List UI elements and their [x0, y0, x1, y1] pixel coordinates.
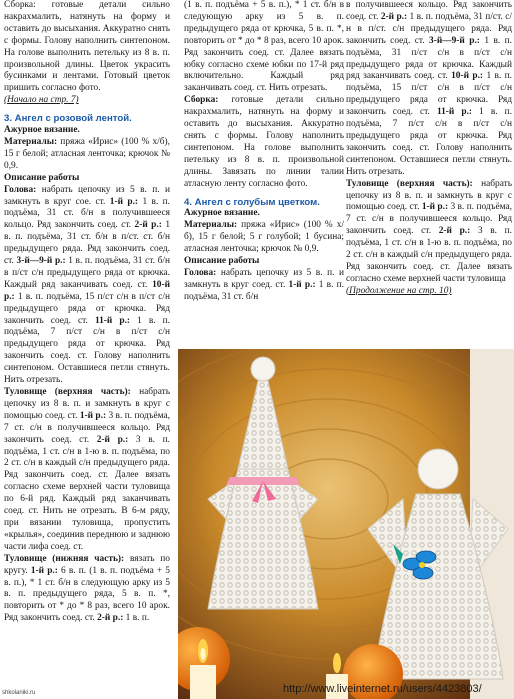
- start-ref[interactable]: (Начало на стр. 7): [4, 95, 79, 106]
- skirt-paragraph: (1 в. п. подъёма + 5 в. п.), * 1 ст. б/н в следующую арку из 5 в. п. предыдущего ряда от крючка, 5 в. п. *, повторить от * до * 8 раз, всего 10 арок. Ряд закончить соед. ст. Далее вязать юбку согласно схеме юбки по 17-й ряд включительно. Каждый ряд заканчивать соед. ст. Нить отрезать.: [184, 0, 344, 94]
- work-heading-2: Описание работы: [184, 256, 260, 267]
- continued-ref[interactable]: (Продолжение на стр. 10): [346, 285, 452, 296]
- materials-2: Материалы: пряжа «Ирис» (100 % х/б), 15 г белой; 5 г голубой; 1 бусина; атласная ленточка; крючок № 0,9.: [184, 220, 345, 255]
- work-heading: Описание работы: [4, 172, 80, 183]
- column-3: [346, 0, 512, 298]
- section-4-title: 4. Ангел с голубым цветком.: [184, 196, 320, 208]
- section-3-title: 3. Ангел с розовой лентой.: [4, 113, 132, 125]
- column-1: [4, 0, 170, 625]
- watermark-site: shkolaniki.ru: [2, 690, 36, 696]
- assembly-paragraph: Сборка: готовые детали сильно накрахмалить, натянуть на форму и оставить до высыхания. Аккуратно снять с формы. Голову наполнить синтепоном. На голове выполнить петельку из 8 в. п. произвольной длины. Цветок украсить бусинками и лентами. Готовый цветок пришить согласно фото.: [4, 0, 170, 94]
- materials: Материалы: пряжа «Ирис» (100 % х/б), 15 г белой; атласная ленточка; крючок № 0,9.: [4, 136, 170, 171]
- head-instructions: Голова: набрать цепочку из 5 в. п. и замкнуть в круг сое. ст. 1-й р.: 1 в. п. подъёма, 31 ст. б/н в получившееся кольцо. Ряд закончить соед. ст. 2-й р.: 1 в. п. подъёма, 31 ст. б/н в п/ст. ст. б/н предыдущего ряда. Ряд закончить соед. ст. 3-й—9-й р.: 1 в. п. подъёма, 31 ст. б/н в п/ст с/н предыдущего ряда от крючка. Каждый ряд заканчивать соед. ст. 10-й р.: 1 в. п. подъёма, 15 п/ст с/н в п/ст с/н предыдущего ряда от крючка. Ряд закончить соед. ст. 11-й р.: 1 в. п. подъёма, 7 п/ст с/н в п/ст с/н предыдущего ряда от крючка. Ряд закончить соед. ст. Голову наполнить синтепоном. Оставшиеся петли стянуть. Нить отрезать.: [4, 184, 171, 386]
- torso-lower-instructions: Туловище (нижняя часть): вязать по кругу. 1-й р.: 6 в. п. (1 в. п. подъёма + 5 в. п.), * 1 ст. б/н в следующую арку из 5 в. п. предыдущего ряда, 5 в. п. *, повторить от * до * 8 раз, всего 10 арок. Ряд закончить соед. ст. 2-й р.: 1 в. п.: [4, 553, 170, 624]
- column-2: [184, 0, 344, 304]
- angels-photo: [178, 349, 514, 699]
- head-instructions-2: Голова: набрать цепочку из 5 в. п. и замкнуть в круг соед. ст. 1-й р.: 1 в. п. подъёма, 31 ст. б/н: [184, 267, 345, 302]
- watermark-url: http://www.liveinternet.ru/users/4423803/: [283, 683, 482, 695]
- technique-2: Ажурное вязание.: [184, 208, 260, 219]
- head-instructions-3: в получившееся кольцо. Ряд закончить соед. ст. 2-й р.: 1 в. п. подъёма, 31 п/ст. с/н в п/ст. с/н предыдущего ряда. Ряд закончить соед. ст. 3-й—9-й р.: 1 в. п. подъёма, 31 п/ст с/н в п/ст с/н предыдущего ряда от крючка. Каждый ряд заканчивать соед. ст. 10-й р.: 1 в. п. подъёма, 15 п/ст с/н в п/ст с/н предыдущего ряда от крючка. Ряд закончить соед. ст. 11-й р.: 1 в. п. подъёма, 7 п/ст с/н в п/ст с/н предыдущего ряда от крючка. Ряд закончить соед. ст. Голову наполнить синтепоном. Оставшиеся петли стянуть. Нить отрезать.: [346, 0, 513, 177]
- torso-upper-instructions: Туловище (верхняя часть): набрать цепочку из 8 в. п. и замкнуть в круг с помощью соед. ст. 1-й р.: 3 в. п. подъёма, 7 ст. с/н в получившееся кольцо. Ряд закончить соед. ст. 2-й р.: 3 в. п. подъёма, 1 ст. с/н в 1-ю в. п. подъёма, по 2 ст. с/н в каждый с/н предыдущего ряда. Ряд закончить соед. ст. Далее вязать согласно схеме верхней части туловища по 6-й ряд. Каждый ряд заканчивать соед. ст. Нить не отрезать. В 6-м ряду, при вязании туловища, пропустить «крылья», соединив переднюю и заднюю части лифа соед. ст.: [4, 387, 171, 552]
- angels-illustration: [178, 349, 514, 699]
- assembly-paragraph-2: Сборка: готовые детали сильно накрахмалить, натянуть на форму и оставить до высыхания. Аккуратно снять с формы. Голову наполнить синтепоном. На голове выполнить петельку из 8 в. п. произвольной длины. Завязать по линии талии атласную ленту согласно фото.: [184, 95, 345, 189]
- torso-upper-instructions-3: Туловище (верхняя часть): набрать цепочку из 8 в. п. и замкнуть в круг с помощью соед. ст. 1-й р.: 3 в. п. подъёма, 7 ст. с/н в получившееся кольцо. Ряд закончить соед. ст. 2-й р.: 3 в. п. подъёма, 1 ст. с/н в 1-ю в. п. подъёма, по 2 ст. с/н в каждый с/н предыдущего ряда. Ряд закончить соед. ст. Далее вязать согласно схеме верхней части туловища: [346, 178, 513, 284]
- technique: Ажурное вязание.: [4, 125, 80, 136]
